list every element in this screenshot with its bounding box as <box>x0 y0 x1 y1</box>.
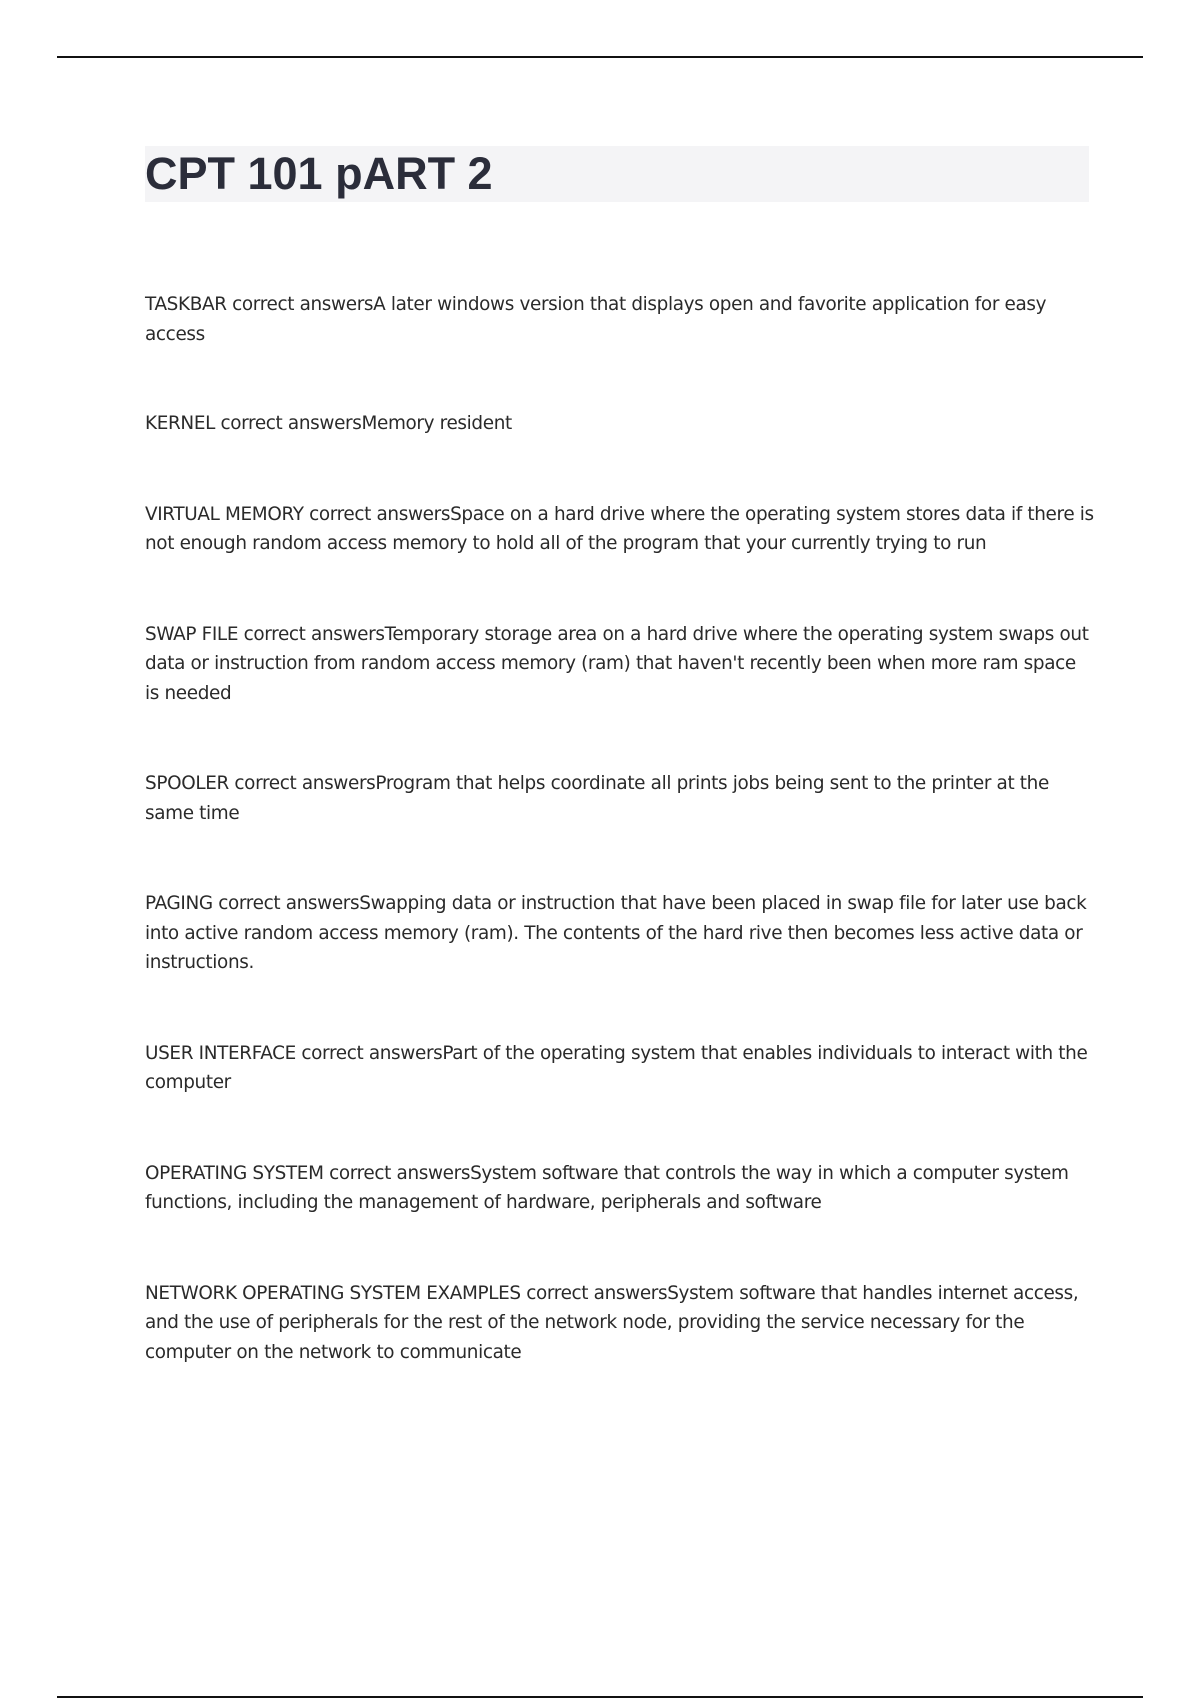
document-title: CPT 101 pART 2 <box>145 148 493 199</box>
entry-swap-file: SWAP FILE correct answersTemporary storage area on a hard drive where the operating system swaps out data or instruction from random access memory (ram) that haven't recently been when more ram space is needed <box>145 623 1089 704</box>
entry-paging: PAGING correct answersSwapping data or instruction that have been placed in swap file for later use back into active random access memory (ram). The contents of the hard rive then becomes less active data or instructions. <box>145 893 1087 973</box>
entry-kernel: KERNEL correct answersMemory resident <box>145 413 512 434</box>
entry-taskbar: TASKBAR correct answersA later windows version that displays open and favorite application for easy access <box>145 294 1047 345</box>
entry-virtual-memory: VIRTUAL MEMORY correct answersSpace on a hard drive where the operating system stores data if there is not enough random access memory to hold all of the program that your currently trying to run <box>145 503 1094 554</box>
entry-operating-system: OPERATING SYSTEM correct answersSystem software that controls the way in which a computer system functions, including the management of hardware, peripherals and software <box>145 1162 1069 1213</box>
entry-list <box>145 290 1095 1367</box>
entry-spooler: SPOOLER correct answersProgram that helps coordinate all prints jobs being sent to the printer at the same time <box>145 773 1049 824</box>
bottom-divider <box>57 1696 1143 1698</box>
entry-user-interface: USER INTERFACE correct answersPart of the operating system that enables individuals to interact with the computer <box>145 1042 1088 1093</box>
entry-network-os-examples: NETWORK OPERATING SYSTEM EXAMPLES correct answersSystem software that handles internet access, and the use of peripherals for the rest of the network node, providing the service necessary for the computer on the network to communicate <box>145 1282 1079 1363</box>
top-divider <box>57 56 1143 58</box>
